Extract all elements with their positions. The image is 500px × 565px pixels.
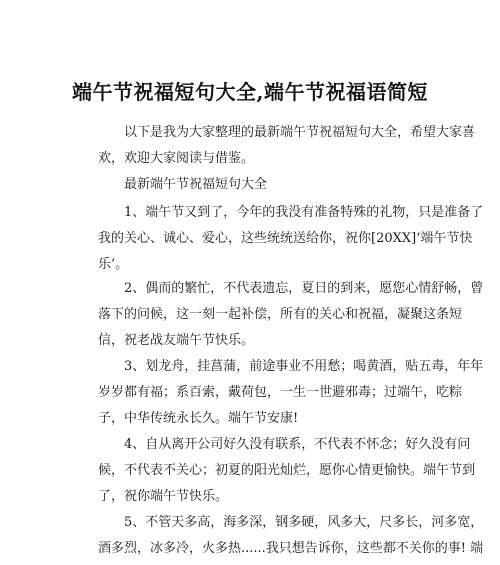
paragraph-line: 我的关心、诚心、爱心，这些统统送给你，祝你[20XX]‘端午节快 (98, 231, 473, 246)
paragraph-line: 信，祝老战友端午节快乐。 (98, 333, 255, 348)
paragraph-line: 酒多烈，冰多冷，火多热......我只想告诉你，这些都不关你的事! 端 (98, 541, 484, 556)
intro-line: 以下是我为大家整理的最新端午节祝福短句大全，希望大家喜 (124, 125, 476, 140)
paragraph-line: 落下的问候，这一刻一起补偿，所有的关心和祝福，凝聚这条短 (98, 307, 463, 322)
paragraph-line: 岁岁都有福；系百索，戴荷包，一生一世避邪毒；过端午，吃粽 (98, 385, 463, 400)
paragraph-5 (98, 510, 484, 562)
paragraph-line: 5、不管天多高，海多深，钢多硬，风多大，尺多长，河多宽， (124, 515, 484, 530)
paragraph-4 (98, 432, 476, 510)
section-heading-block (98, 172, 428, 198)
paragraph-3 (98, 354, 484, 432)
paragraph-line: 1、端午节又到了，今年的我没有准备特殊的礼物，只是准备了 (124, 205, 484, 220)
paragraph-line: 候，不代表不关心；初夏的阳光灿烂，愿你心情更愉快。端午节到 (98, 463, 476, 478)
paragraph-line: 了，祝你端午节快乐。 (98, 489, 229, 504)
paragraph-line: 4、自从离开公司好久没有联系，不代表不怀念；好久没有问 (124, 437, 471, 452)
paragraph-1 (98, 200, 484, 278)
paragraph-line: 乐’。 (98, 257, 129, 272)
paragraph-2 (98, 276, 484, 354)
section-heading: 最新端午节祝福短句大全 (124, 177, 268, 192)
paragraph-line: 子，中华传统永长久。端午节安康! (98, 411, 299, 426)
document-title: 端午节祝福短句大全,端午节祝福语简短 (72, 80, 428, 104)
intro-paragraph (98, 120, 476, 172)
paragraph-line: 2、偶而的繁忙，不代表遗忘，夏日的到来，愿您心情舒畅，曾 (124, 281, 484, 296)
paragraph-line: 3、划龙舟，挂菖蒲，前途事业不用愁；喝黄酒，贴五毒，年年 (124, 359, 484, 374)
intro-line: 欢，欢迎大家阅读与借鉴。 (98, 151, 255, 166)
